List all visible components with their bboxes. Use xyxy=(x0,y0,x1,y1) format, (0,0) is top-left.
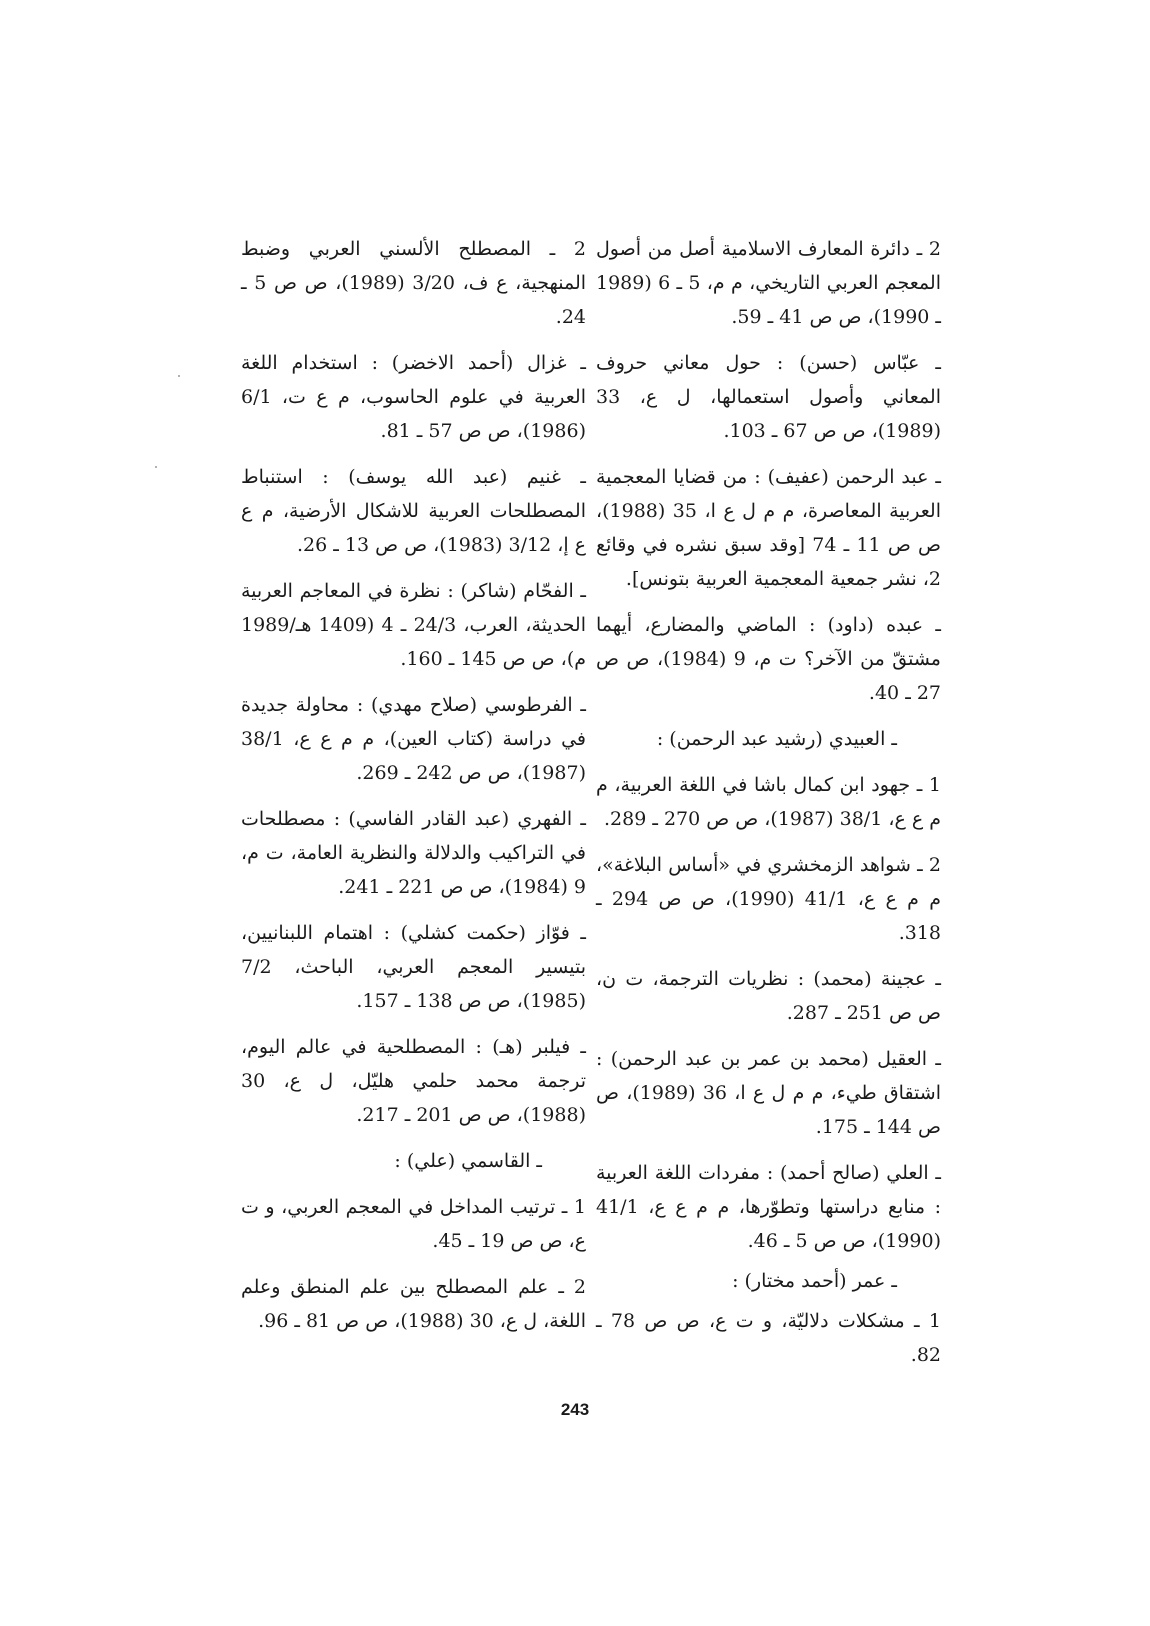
bibliography-column-left xyxy=(241,232,586,1350)
bibliography-entry: ـ عجينة (محمد) : نظريات الترجمة، ت ن، ص ص 251 ـ 287. xyxy=(596,968,941,1024)
bibliography-entry: 1 ـ مشكلات دلاليّة، و ت ع، ص ص 78 ـ 82. xyxy=(596,1310,941,1366)
bibliography-entry: ـ عبد الرحمن (عفيف) : من قضايا المعجمية العربية المعاصرة، م م ل ع ا، 35 (1988)، ص ص 11 ـ 74 [وقد سبق نشره في وقائع 2، نشر جمعية المعجمية العربية بتونس]. xyxy=(596,466,941,590)
bibliography-entry: ـ عبّاس (حسن) : حول معاني حروف المعاني وأصول استعمالها، ل ع، 33 (1989)، ص ص 67 ـ 103. xyxy=(596,352,941,442)
author-heading: ـ القاسمي (علي) : xyxy=(394,1150,542,1172)
bibliography-entry: 1 ـ ترتيب المداخل في المعجم العربي، و ت ع، ص ص 19 ـ 45. xyxy=(241,1196,586,1252)
bibliography-entry: 2 ـ المصطلح الألسني العربي وضبط المنهجية، ع ف، 3/20 (1989)، ص ص 5 ـ 24. xyxy=(241,238,587,328)
bibliography-entry: ـ الفرطوسي (صلاح مهدي) : محاولة جديدة في دراسة (كتاب العين)، م م ع ع، 38/1 (1987)، ص ص 242 ـ 269. xyxy=(241,694,586,784)
scan-speck xyxy=(155,466,157,468)
bibliography-entry: ـ الفحّام (شاكر) : نظرة في المعاجم العربية الحديثة، العرب، 24/3 ـ 4 (1409 هـ/1989 م)، ص ص 145 ـ 160. xyxy=(241,580,586,670)
bibliography-entry: ـ غنيم (عبد الله يوسف) : استنباط المصطلحات العربية للاشكال الأرضية، م ع ع إ، 3/12 (1983)، ص ص 13 ـ 26. xyxy=(241,466,586,556)
bibliography-entry: ـ غزال (أحمد الاخضر) : استخدام اللغة العربية في علوم الحاسوب، م ع ت، 6/1 (1986)، ص ص 57 ـ 81. xyxy=(241,352,586,442)
bibliography-entry: 2 ـ علم المصطلح بين علم المنطق وعلم اللغة، ل ع، 30 (1988)، ص ص 81 ـ 96. xyxy=(241,1276,586,1332)
bibliography-column-right xyxy=(596,232,941,1384)
bibliography-entry: ـ العقيل (محمد بن عمر بن عبد الرحمن) : اشتقاق طيء، م م ل ع ا، 36 (1989)، ص ص 144 ـ 175. xyxy=(596,1048,941,1138)
author-heading: ـ العبيدي (رشيد عبد الرحمن) : xyxy=(656,728,897,750)
page-number: 243 xyxy=(560,1400,590,1419)
bibliography-entry: ـ فيلبر (هـ) : المصطلحية في عالم اليوم، ترجمة محمد حلمي هليّل، ل ع، 30 (1988)، ص ص 201 ـ 217. xyxy=(241,1036,586,1126)
bibliography-entry: 2 ـ دائرة المعارف الاسلامية أصل من أصول المعجم العربي التاريخي، م م، 5 ـ 6 (1989 ـ 1990)، ص ص 41 ـ 59. xyxy=(596,238,941,328)
author-heading: ـ عمر (أحمد مختار) : xyxy=(732,1270,897,1292)
bibliography-entry: 2 ـ شواهد الزمخشري في «أساس البلاغة»، م م ع ع، 41/1 (1990)، ص ص 294 ـ 318. xyxy=(596,854,941,944)
scan-speck xyxy=(178,375,180,377)
bibliography-entry: 1 ـ جهود ابن كمال باشا في اللغة العربية، م م ع ع، 38/1 (1987)، ص ص 270 ـ 289. xyxy=(596,774,941,830)
bibliography-entry: ـ الفهري (عبد القادر الفاسي) : مصطلحات في التراكيب والدلالة والنظرية العامة، ت م، 9 (1984)، ص ص 221 ـ 241. xyxy=(241,808,586,898)
bibliography-entry: ـ عبده (داود) : الماضي والمضارع، أيهما مشتقّ من الآخر؟ ت م، 9 (1984)، ص ص 27 ـ 40. xyxy=(596,614,941,704)
bibliography-entry: ـ العلي (صالح أحمد) : مفردات اللغة العربية : منابع دراستها وتطوّرها، م م ع ع، 41/1 (1990)، ص ص 5 ـ 46. xyxy=(596,1162,941,1252)
bibliography-entry: ـ فوّاز (حكمت كشلي) : اهتمام اللبنانيين، بتيسير المعجم العربي، الباحث، 7/2 (1985)، ص ص 138 ـ 157. xyxy=(241,922,586,1012)
